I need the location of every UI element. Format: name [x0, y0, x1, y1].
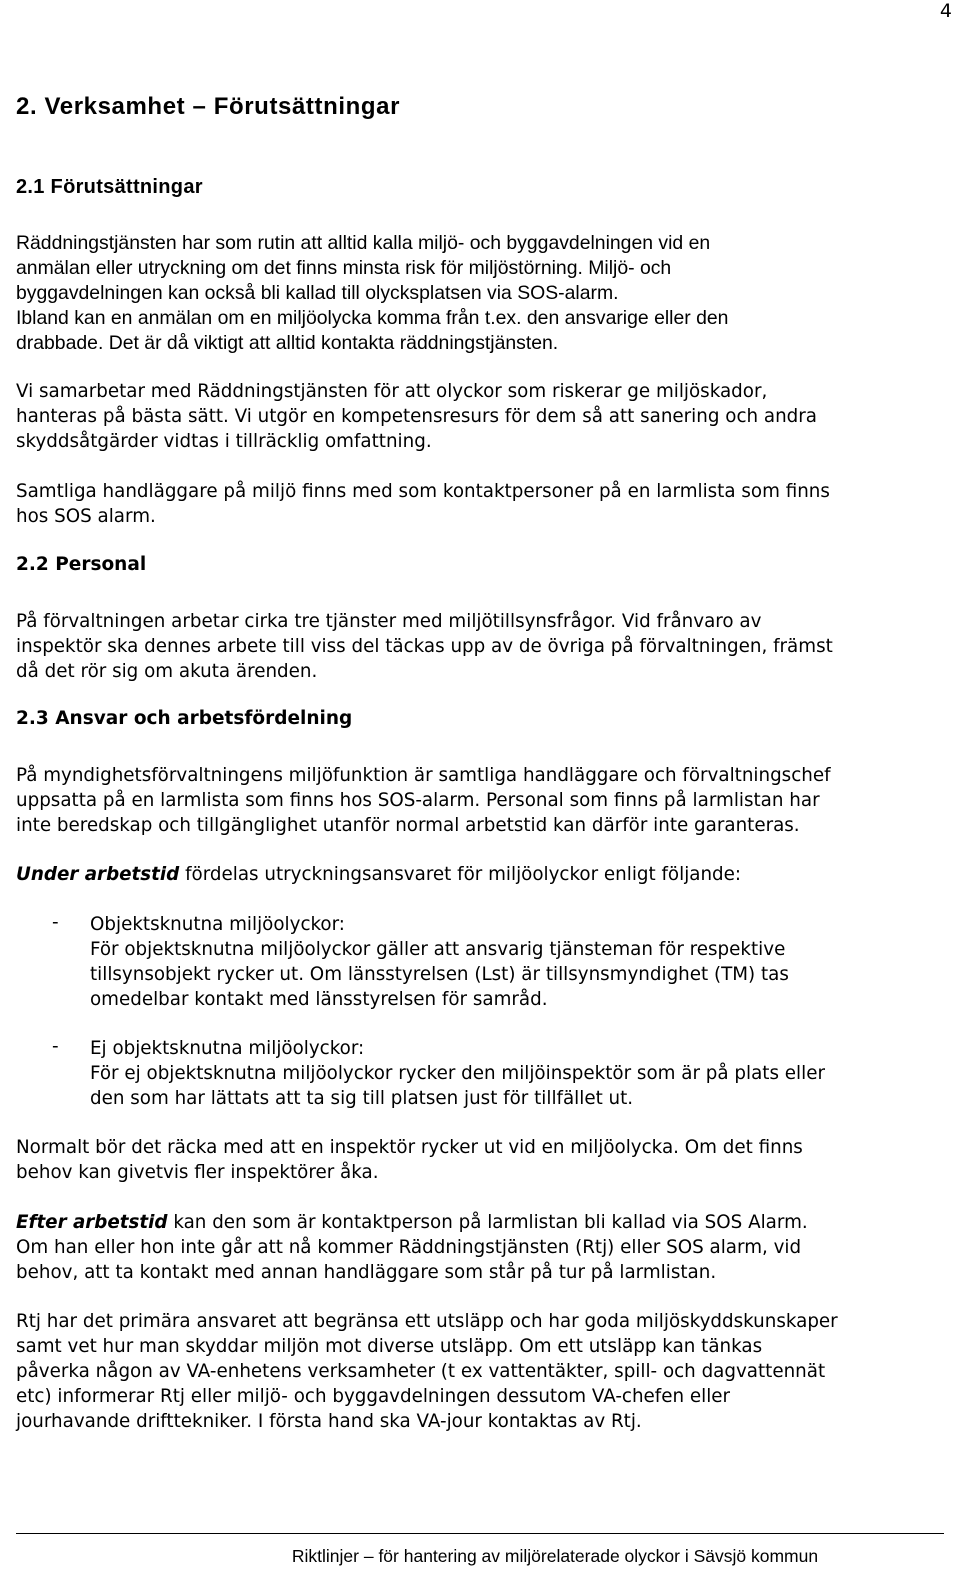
paragraph-ansvar: På myndighetsförvaltningens miljöfunktion är samtliga handläggare och förvaltningschef uppsatta på en larmlista som finns hos SOS-alarm. Personal som finns på larmlistan har inte beredskap och tillgänglighet utanför normal arbetstid kan därför inte garanteras. [16, 765, 831, 836]
paragraph-normalt: Normalt bör det räcka med att en inspektör rycker ut vid en miljöolycka. Om det finns behov kan givetvis fler inspektörer åka. [16, 1137, 803, 1183]
paragraph-larmlista: Samtliga handläggare på miljö finns med som kontaktpersoner på en larmlista som finns hos SOS alarm. [16, 481, 830, 527]
emphasis-efter-arbetstid: Efter arbetstid [16, 1212, 168, 1233]
list-item-objektsknutna: Objektsknutna miljöolyckor: För objektsknutna miljöolyckor gäller att ansvarig tjänsteman för respektive tillsynsobjekt rycker ut. Om länsstyrelsen (Lst) är tillsynsmyndighet (TM) tas omedelbar kontakt med länsstyrelsen för samråd. [90, 914, 789, 1010]
list-bullet: - [52, 912, 59, 933]
page-number: 4 [939, 0, 952, 22]
emphasis-under-arbetstid: Under arbetstid [16, 864, 180, 885]
subsection-heading-2-1: 2.1 Förutsättningar [16, 176, 203, 198]
footer-divider [16, 1533, 944, 1534]
paragraph-rtj-ansvar: Rtj har det primära ansvaret att begränsa ett utsläpp och har goda miljöskyddskunskaper samt vet hur man skyddar miljön mot diverse utsläpp. Om ett utsläpp kan tänkas påverka någon av VA-enhetens verksamheter (t ex vattentäkter, spill- och dagvattennät etc) informerar Rtj eller miljö- och byggavdelningen dessutom VA-chefen eller jourhavande drifttekniker. I första hand ska VA-jour kontaktas av Rtj. [16, 1311, 838, 1432]
paragraph-rutin: Räddningstjänsten har som rutin att alltid kalla miljö- och byggavdelningen vid en anmälan eller utryckning om det finns minsta risk för miljöstörning. Miljö- och byggavdelningen kan också bli kallad till olycksplatsen via SOS-alarm. Ibland kan en anmälan om en miljöolycka komma från t.ex. den ansvarige eller den drabbade. Det är då viktigt att alltid kontakta räddningstjänsten. [16, 232, 729, 354]
list-item-ej-objektsknutna: Ej objektsknutna miljöolyckor: För ej objektsknutna miljöolyckor rycker den miljöinspektör som är på plats eller den som har lättats att ta sig till platsen just för tillfället ut. [90, 1038, 825, 1109]
list-bullet: - [52, 1036, 59, 1057]
paragraph-efter-arbetstid: Efter arbetstid kan den som är kontaktperson på larmlistan bli kallad via SOS Alarm. Om han eller hon inte går att nå kommer Räddningstjänsten (Rtj) eller SOS alarm, vid behov, att ta kontakt med annan handläggare som står på tur på larmlistan. [16, 1212, 808, 1283]
section-heading: 2. Verksamhet – Förutsättningar [16, 93, 401, 120]
subsection-heading-2-3: 2.3 Ansvar och arbetsfördelning [16, 708, 353, 729]
page-footer: Riktlinjer – för hantering av miljörelaterade olyckor i Sävsjö kommun [291, 1546, 819, 1566]
paragraph-samarbete: Vi samarbetar med Räddningstjänsten för att olyckor som riskerar ge miljöskador, hanteras på bästa sätt. Vi utgör en kompetensresurs för dem så att sanering och andra skyddsåtgärder vidtas i tillräcklig omfattning. [16, 381, 818, 452]
subsection-heading-2-2: 2.2 Personal [16, 554, 147, 575]
paragraph-personal: På förvaltningen arbetar cirka tre tjänster med miljötillsynsfrågor. Vid frånvaro av inspektör ska dennes arbete till viss del täckas upp av de övriga på förvaltningen, främst då det rör sig om akuta ärenden. [16, 611, 833, 682]
paragraph-under-arbetstid: Under arbetstid fördelas utryckningsansvaret för miljöolyckor enligt följande: [16, 864, 742, 885]
